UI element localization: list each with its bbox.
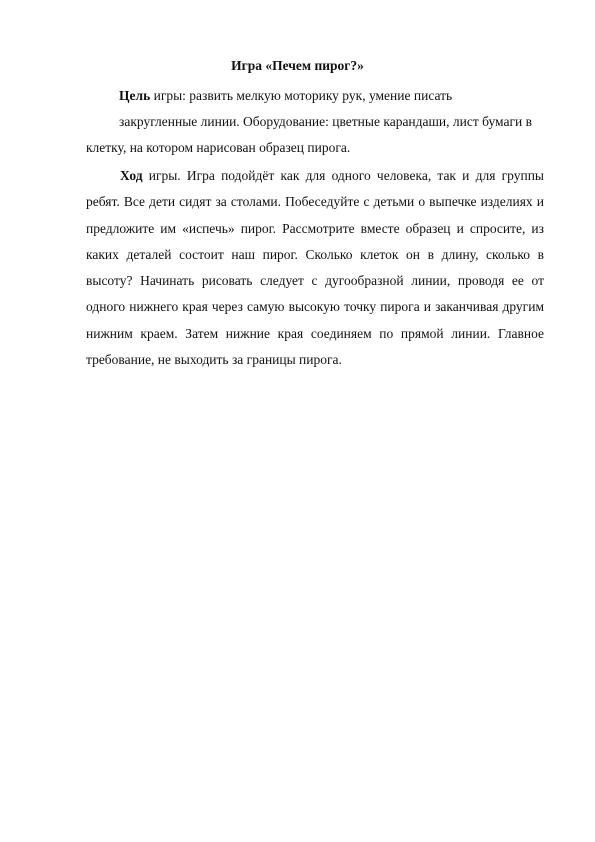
procedure-paragraph — [86, 163, 544, 373]
document-title: Игра «Печем пирог?» — [231, 58, 364, 73]
procedure-text: игры. Игра подойдёт как для одного человека, так и для группы ребят. Все дети сидят за столами. Побеседуйте с детьми о выпечке изделиях и предложите им «испечь» пирог. Рассмотрите вместе образец и спросите, из каких деталей состоит наш пирог. Сколько клеток он в длину, сколько в высоту? Начинать рисовать следует с дугообразной линии, проводя ее от одного нижнего края через самую высокую точку пирога и заканчивая другим нижним краем. Затем нижние края соединяем по прямой линии. Главное требование, не выходить за границы пирога. — [86, 168, 544, 368]
goal-line-2: закругленные линии. Оборудование: цветные карандаши, лист бумаги в — [119, 114, 532, 129]
goal-label: Цель — [119, 88, 151, 103]
procedure-label: Ход — [120, 168, 143, 183]
goal-text-1: игры: развить мелкую моторику рук, умение писать — [150, 88, 453, 103]
goal-line-3: клетку, на котором нарисован образец пирога. — [86, 140, 351, 155]
goal-line-1 — [119, 86, 452, 106]
